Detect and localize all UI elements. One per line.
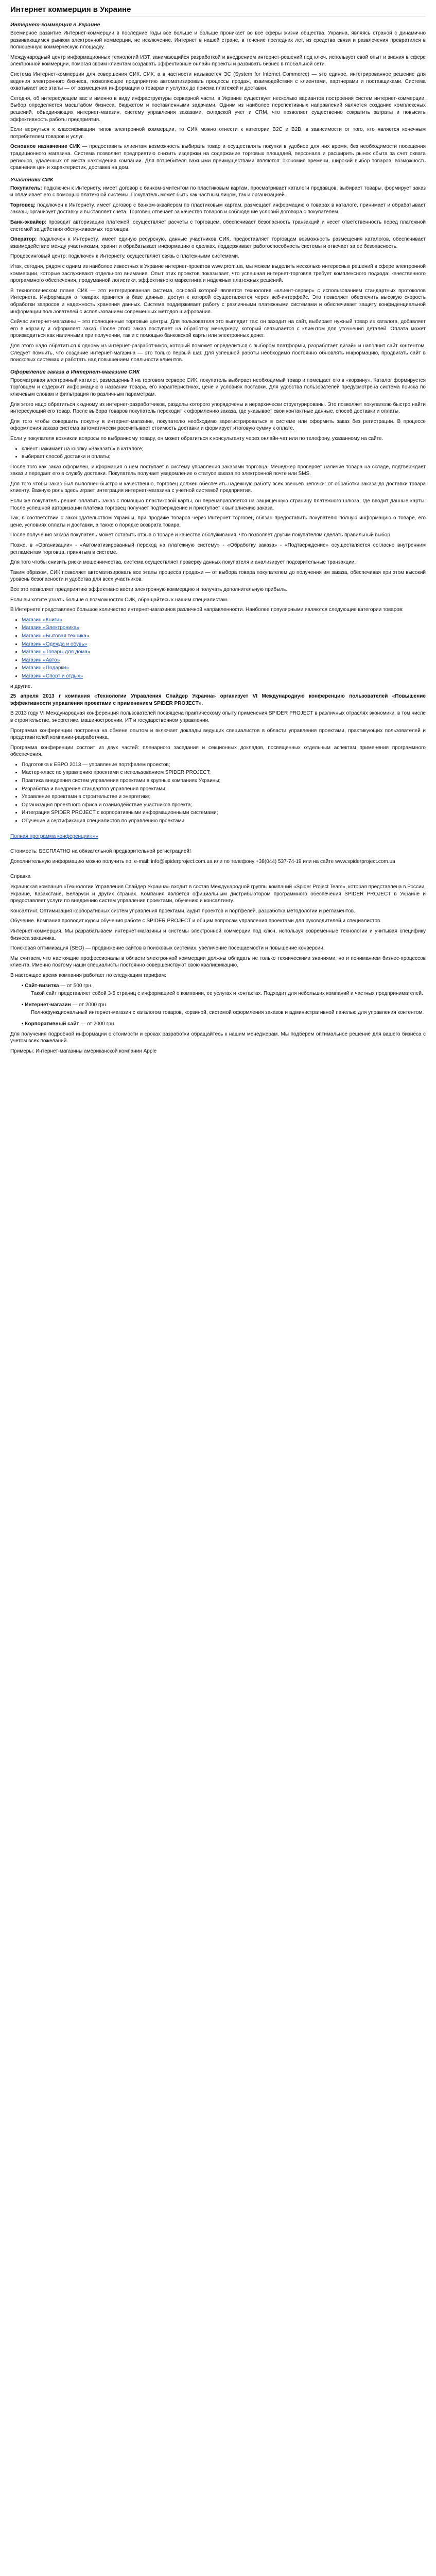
ordering-paragraph: Просматривая электронный каталог, размещенный на торговом сервере СИК, покупатель выбирает необходимый товар и помещает его в «корзину». Каталог формируется торговцем и содержит информацию о названии товара, его характеристиках, цене и условиях поставки. Для удобства пользователей предусмотрена система поиска по ключевым словам и фильтрация по различным параметрам. (10, 377, 426, 397)
ordering-paragraph: Если у покупателя возникли вопросы по выбранному товару, он может обратиться к консультанту через онлайн-чат или по телефону, указанному на сайте. (10, 435, 383, 442)
ordering-paragraph: Для этого надо обратиться к одному из интернет-разработчиков, разделы которого упорядочены и иерархически структурированы. Это позволяет покупателю быстро найти интересующий его товар. После выбора товаров покупатель переходит к оформлению заказа, где указывает свои контактные данные, способ доставки и оплаты. (10, 401, 426, 415)
note-paragraph: Мы считаем, что настоящие профессионалы в области электронной коммерции должны обладать не только техническими знаниями, но и пониманием бизнес-процессов клиента. Именно поэтому наши специалисты постоянно совершенствуют свою квалификацию. (10, 955, 426, 969)
categories-list (10, 617, 426, 680)
ordering-paragraph: Для того чтобы снизить риски мошенничества, система осуществляет проверку данных покупателя и анализирует подозрительные транзакции. (10, 560, 356, 566)
ordering-paragraph: Позже, в «Организации» - «Автоматизированный переход на платежную систему» - «Обработку заказа» - «Подтверждение» осуществляется согласно внутренним регламентам торговца, принятым в системе. (10, 543, 426, 555)
event-topics-list (10, 761, 426, 825)
category-link[interactable]: Магазин «Авто» (22, 657, 60, 663)
categories-tail: и другие. (10, 683, 32, 689)
tech-paragraph: В технологическом плане СИК — это интегрированная система, основой которой является технология «клиент-сервер» с использованием стандартных протоколов Интернета. Информация о товарах хранится в базе данных, доступ к которой осуществляется через веб-интерфейс. Это позволяет обеспечить высокую скорость обработки запросов и надежность хранения данных. Система поддерживает работу с различными платежными системами и обеспечивает защиту конфиденциальной информации пользователей с использованием современных методов шифрования. (10, 287, 426, 315)
pricing-name: Интернет-магазин (25, 1002, 71, 1008)
participant-role: Банк-эквайер: (10, 219, 47, 226)
category-link[interactable]: Магазин «Бытовая техника» (22, 633, 90, 639)
participant-desc: подключен к Интернету, имеет договор с банком-эквайером по пластиковым картам, размещает информацию о товарах в каталоге, принимает и обрабатывает заказы, организует доставку и выставляет счета. Торговец отвечает за качество товаров и соблюдение условий договора с покупателем. (10, 202, 426, 215)
list-item: • Организация проектного офиса и взаимодействие участников проекта; (22, 802, 426, 809)
footer-block (10, 1031, 426, 1055)
list-item (22, 657, 426, 664)
spacer (10, 843, 426, 848)
list-item: • Мастер-класс по управлению проектами с использованием SPIDER PROJECT; (22, 769, 426, 776)
pricing-item: • Корпоративный сайт — от 2000 грн. (22, 1021, 116, 1027)
category-link[interactable]: Магазин «Товары для дома» (22, 649, 91, 655)
participants-block (10, 185, 426, 260)
list-item: • Интеграция SPIDER PROJECT с корпоративными информационными системами; (22, 809, 426, 817)
participants-heading: Участники СИК (10, 176, 54, 183)
event-paragraph: Программа конференции состоит из двух частей: пленарного заседания и секционных докладов, посвященных отдельным аспектам применения программного обеспечения. (10, 744, 426, 758)
intro-paragraph: Всемирное развитие Интернет-коммерции в последние годы все больше и больше проникает во все сферы жизни общества. Украина, являясь страной с динамично развивающимся рынком электронной коммерции, не исключение. Интернет в нашей стране, в течение последних лет, из средства связи и развлечения превратился в полноценную коммерческую площадку. (10, 30, 426, 50)
ordering-paragraph: Таким образом, СИК позволяет автоматизировать все этапы процесса продажи — от выбора товара покупателем до получения им заказа, обеспечивая при этом высокий уровень безопасности и удобства для всех участников. (10, 569, 426, 583)
pricing-price: от 500 грн. (67, 982, 93, 989)
event-block (10, 693, 426, 865)
intro-paragraph: Система Интернет-коммерции для совершения СИК. СИК, а в частности называется ЭС (System for Internet Commerce) — это единое, интегрированное решение для ведения электронного бизнеса, позволяющее предприятию автоматизировать процессы продаж, взаимодействия с клиентами, партнерами и поставщиками. Система охватывает все этапы — от размещения информации о товарах и услугах до приема платежей и доставки. (10, 71, 426, 92)
categories-intro: В Интернете представлено большое количество интернет-магазинов различной направленности. Наиболее популярными являются следующие категории товаров: (10, 607, 404, 613)
participant-role: Торговец: (10, 202, 36, 208)
note-block (10, 873, 426, 969)
list-item (22, 665, 426, 672)
pricing-desc: Полнофункциональный интернет-магазин с каталогом товаров, корзиной, системой оформления заказов и административной панелью для управления контентом. (31, 1010, 424, 1016)
category-link[interactable]: Магазин «Подарки» (22, 665, 69, 671)
participant-item (10, 236, 426, 250)
tech-block (10, 263, 426, 364)
ordering-paragraph: Если же покупатель решил оплатить заказ с помощью пластиковой карты, он перенаправляется на защищенную страницу платежного шлюза, где вводит данные карты. После успешной авторизации платежа торговец получает подтверждение и приступает к выполнению заказа. (10, 498, 426, 511)
pricing-name: Корпоративный сайт (25, 1021, 79, 1027)
ordering-paragraph: После получения заказа покупатель может оставить отзыв о товаре и качестве обслуживания, что позволяет другим покупателям сделать правильный выбор. (10, 532, 392, 538)
participant-item (10, 202, 426, 216)
pricing-heading: В настоящее время компания работает по следующим тарифам: (10, 972, 166, 978)
ordering-paragraph: После того как заказ оформлен, информация о нем поступает в систему управления заказами торговца. Менеджер проверяет наличие товара на складе, подтверждает заказ и передает его в службу доставки. Покупатель получает уведомление о статусе заказа по электронной почте или SMS. (10, 464, 426, 477)
ordering-steps-list (10, 446, 426, 461)
list-item (22, 617, 426, 624)
note-heading: Справка (10, 874, 31, 880)
category-link[interactable]: Магазин «Книги» (22, 617, 62, 623)
list-item (22, 649, 426, 656)
list-item: • Разработка и внедрение стандартов управления проектами; (22, 786, 426, 793)
ordering-block (10, 377, 426, 603)
list-item (22, 633, 426, 640)
program-link-line (10, 833, 426, 840)
categories-block (10, 606, 426, 690)
event-paragraph: Программа конференции построена на обмене опытом и включает доклады ведущих специалистов в области управления проектами, практикующих пользователей и представителей компании-разработчика. (10, 727, 426, 741)
participant-item (10, 219, 426, 233)
program-link[interactable]: Полная программа конференции»»» (10, 833, 98, 839)
ordering-paragraph: Для того чтобы заказ был выполнен быстро и качественно, торговец должен обеспечить надежную работу всех звеньев цепочки: от обработки заказа до доставки товара клиенту. Важную роль здесь играет интеграция интернет-магазина с учетной системой предприятия. (10, 481, 426, 494)
purpose-paragraph (10, 143, 426, 171)
tech-paragraph: Итак, сегодня, рядом с одним из наиболее известных в Украине интернет-проектов www.prom.ua, мы можем выделить несколько интересных решений в сфере электронной коммерции, которые заслуживают отдельного внимания. Опыт этих проектов показывает, что успешная интернет-торговля требует комплексного подхода: качественного программного обеспечения, продуманной логистики, эффективного маркетинга и надежных платежных решений. (10, 264, 426, 284)
tech-paragraph: Сейчас интернет-магазины – это полноценные торговые центры. Для пользователя это выглядит так: он заходит на сайт, выбирает нужный товар из каталога, добавляет его в корзину и оформляет заказ. После этого заказ поступает на обработку менеджеру, который связывается с клиентом для уточнения деталей. Оплата может производиться как наличными при получении, так и с помощью банковской карты или электронных денег. (10, 319, 426, 339)
participant-role: Оператор: (10, 236, 37, 243)
pricing-item: • Сайт-визитка — от 500 грн. (22, 982, 93, 989)
pricing-price: от 2000 грн. (79, 1002, 108, 1008)
intro-block (10, 30, 426, 140)
list-item (22, 641, 426, 648)
participant-desc: подключен к Интернету, имеет единую ресурсную, данные участников СИК, предоставляет торговцам возможность размещения каталогов, обеспечивает взаимодействие между участниками, хранит и обрабатывает информацию о сделках, поддерживает работоспособность системы и отвечает за ее безопасность. (10, 236, 426, 249)
event-heading: 25 апреля 2013 г компания «Технологии Управления Спайдер Украина» организует VI Международную конференцию пользователей «Повышение эффективности управления проектами с применением SPIDER PROJECT». (10, 693, 426, 706)
price-line: Стоимость: БЕСПЛАТНО на обязательной предварительной регистрацией! (10, 849, 191, 855)
intro-paragraph: Международный центр информационных технологий ИЗТ, занимающийся разработкой и внедрением интернет-решений под ключ, использует свой опыт и знания в сфере электронной коммерции, помогая своим клиентам создавать эффективные онлайн-проекты и развивать бизнес в глобальной сети. (10, 54, 426, 67)
ordering-paragraph: Все это позволяет предприятию эффективно вести электронную коммерцию и получать дополнительную прибыль. (10, 587, 288, 592)
list-item: • Обучение и сертификация специалистов по управлению проектами. (22, 818, 426, 825)
category-link[interactable]: Магазин «Электроника» (22, 625, 80, 631)
participant-extra: Процессинговый центр: подключен к Интернету, осуществляет связь с платежными системами. (10, 253, 239, 260)
pricing-item: • Интернет-магазин — от 2000 грн. (22, 1002, 108, 1008)
pricing-name: Сайт-визитка (25, 982, 59, 989)
page-title: Интернет коммерция в Украине (10, 5, 426, 16)
list-item: • выбирает способ доставки и оплаты; (22, 453, 426, 461)
category-link[interactable]: Магазин «Одежда и обувь» (22, 641, 88, 647)
ordering-heading: Оформление заказа в Интернет-магазине СИК (10, 368, 140, 375)
pricing-block (10, 972, 426, 1031)
footer-paragraph: Для получения подробной информации о стоимости и сроках разработки обращайтесь к нашим менеджерам. Мы подберем оптимальное решение для вашего бизнеса с учетом всех пожеланий. (10, 1031, 426, 1044)
intro-heading: Интернет-коммерция в Украине (10, 22, 100, 28)
pricing-desc: Такой сайт представляет собой 3-5 страниц с информацией о компании, ее услугах и контактах. Подходит для небольших компаний и частных предпринимателей. (31, 991, 423, 997)
ordering-paragraph: Так, в соответствии с законодательством Украины, при продаже товаров через Интернет торговец обязан предоставить покупателю полную информацию о товаре, его цене, условиях оплаты и доставки, а также о порядке возврата товара. (10, 515, 426, 528)
list-item: • Управление проектами в строительстве и энергетике; (22, 793, 426, 801)
list-item: • Подготовка к EBPO 2013 — управление портфелем проектов; (22, 761, 426, 769)
ordering-paragraph: Для того чтобы совершить покупку в интернет-магазине, покупателю необходимо зарегистрироваться в системе или оформить заказ без регистрации. В процессе оформления заказа система автоматически рассчитывает стоимость доставки и формирует итоговую сумму к оплате. (10, 418, 426, 432)
note-paragraph: Интернет-коммерция. Мы разрабатываем интернет-магазины и системы электронной коммерции под ключ, используя современные технологии и учитывая специфику бизнеса заказчика. (10, 928, 426, 941)
participant-desc: подключен к Интернету, имеет договор с банком-эмитентом по пластиковым картам, просматривает каталоги продавцов, выбирает товары, формирует заказ и оплачивает его с помощью платежной системы. Покупатель может быть как частным лицом, так и организацией. (10, 185, 426, 198)
purpose-lead: Основное назначение СИК (10, 144, 80, 150)
participant-desc: проводит авторизацию платежей, осуществляет расчеты с торговцем, обеспечивает безопасность транзакций и несет ответственность перед платежной системой за действия обслуживаемых торговцев. (10, 219, 426, 232)
contacts-line: Дополнительную информацию можно получить по: e-mail: info@spiderproject.com.ua или по телефону +38(044) 537-74-19 или на сайте www.spiderproject.com.ua (10, 858, 395, 865)
intro-paragraph: Сегодня, об интересующем вас и именно в виду инфраструктуры серверной части, в Украине существует несколько вариантов построения систем интернет-коммерции. Выбор определяется масштабом бизнеса, бюджетом и поставленными задачами. Одним из наиболее перспективных направлений является создание комплексных решений, объединяющих интернет-магазин, систему управления заказами, складской учет и CRM, что позволяет существенно сократить затраты и повысить эффективность работы предприятия. (10, 95, 426, 123)
spacer (10, 828, 426, 833)
intro-paragraph: Если вернуться к классификации типов электронной коммерции, то СИК можно отнести к категории B2C и B2B, в зависимости от того, кто является конечным потребителем товаров и услуг. (10, 127, 426, 140)
purpose-text: — предоставить клиентам возможность выбирать товар и осуществлять покупки в удобное для них время, без необходимости посещения традиционного магазина. Система позволяет предприятию снизить издержки на содержание торговых площадей, персонала и расширить рынок сбыта за счет охвата регионов, удаленных от места нахождения компании. Для потребителя важными преимуществами являются: экономия времени, широкий выбор товаров, возможность сравнения цен и характеристик, доставка на дом. (10, 144, 426, 171)
article (5, 0, 431, 1055)
pricing-price: от 2000 грн. (86, 1021, 116, 1027)
note-paragraph: Поисковая оптимизация (SEO) — продвижение сайтов в поисковых системах, увеличение посещаемости и повышение конверсии. (10, 945, 325, 952)
note-paragraph: Обучение. Компания проводит курсы обучения работе с SPIDER PROJECT и общим вопросам управления проектами для руководителей и специалистов. (10, 918, 382, 924)
list-item: • Практика внедрения систем управления проектами в крупных компаниях Украины; (22, 777, 426, 785)
tech-paragraph: Для этого надо обратиться к одному из интернет-разработчиков, который поможет определиться с выбором платформы, разработает дизайн и наполнит сайт контентом. Следует помнить, что создание интернет-магазина — это только первый шаг. Для успешной работы необходимо постоянно обновлять информацию, продвигать сайт в поисковых системах и работать над повышением лояльности клиентов. (10, 343, 426, 363)
list-item (22, 624, 426, 632)
list-item (22, 673, 426, 680)
ordering-paragraph: Если вы хотите узнать больше о возможностях СИК, обращайтесь к нашим специалистам. (10, 597, 229, 603)
participant-role: Покупатель: (10, 185, 42, 191)
note-paragraph: Консалтинг. Оптимизация корпоративных систем управления проектами, аудит проектов и портфелей, разработка методологии и регламентов. (10, 908, 355, 914)
participant-item (10, 185, 426, 199)
category-link[interactable]: Магазин «Спорт и отдых» (22, 673, 83, 679)
list-item: • клиент нажимает на кнопку «Заказать» в каталоге; (22, 446, 426, 453)
event-paragraph: В 2013 году VI Международная конференция пользователей посвящена практическому опыту применения SPIDER PROJECT в различных отраслях экономики, в том числе в строительстве, энергетике, машиностроении, ИТ и государственном управлении. (10, 710, 426, 723)
note-paragraph: Украинская компания «Технологии Управления Спайдер Украина» входит в состав Международной группы компаний «Spider Project Team», которая представлена в России, Украине, Казахстане, Беларуси и других странах. Компания является официальным дистрибьютором программного обеспечения SPIDER PROJECT в Украине и предоставляет услуги по внедрению систем управления проектами, обучению и консалтингу. (10, 884, 426, 904)
spacer (10, 868, 426, 873)
footer-paragraph: Примеры: Интернет-магазины американской компании Apple (10, 1048, 157, 1054)
